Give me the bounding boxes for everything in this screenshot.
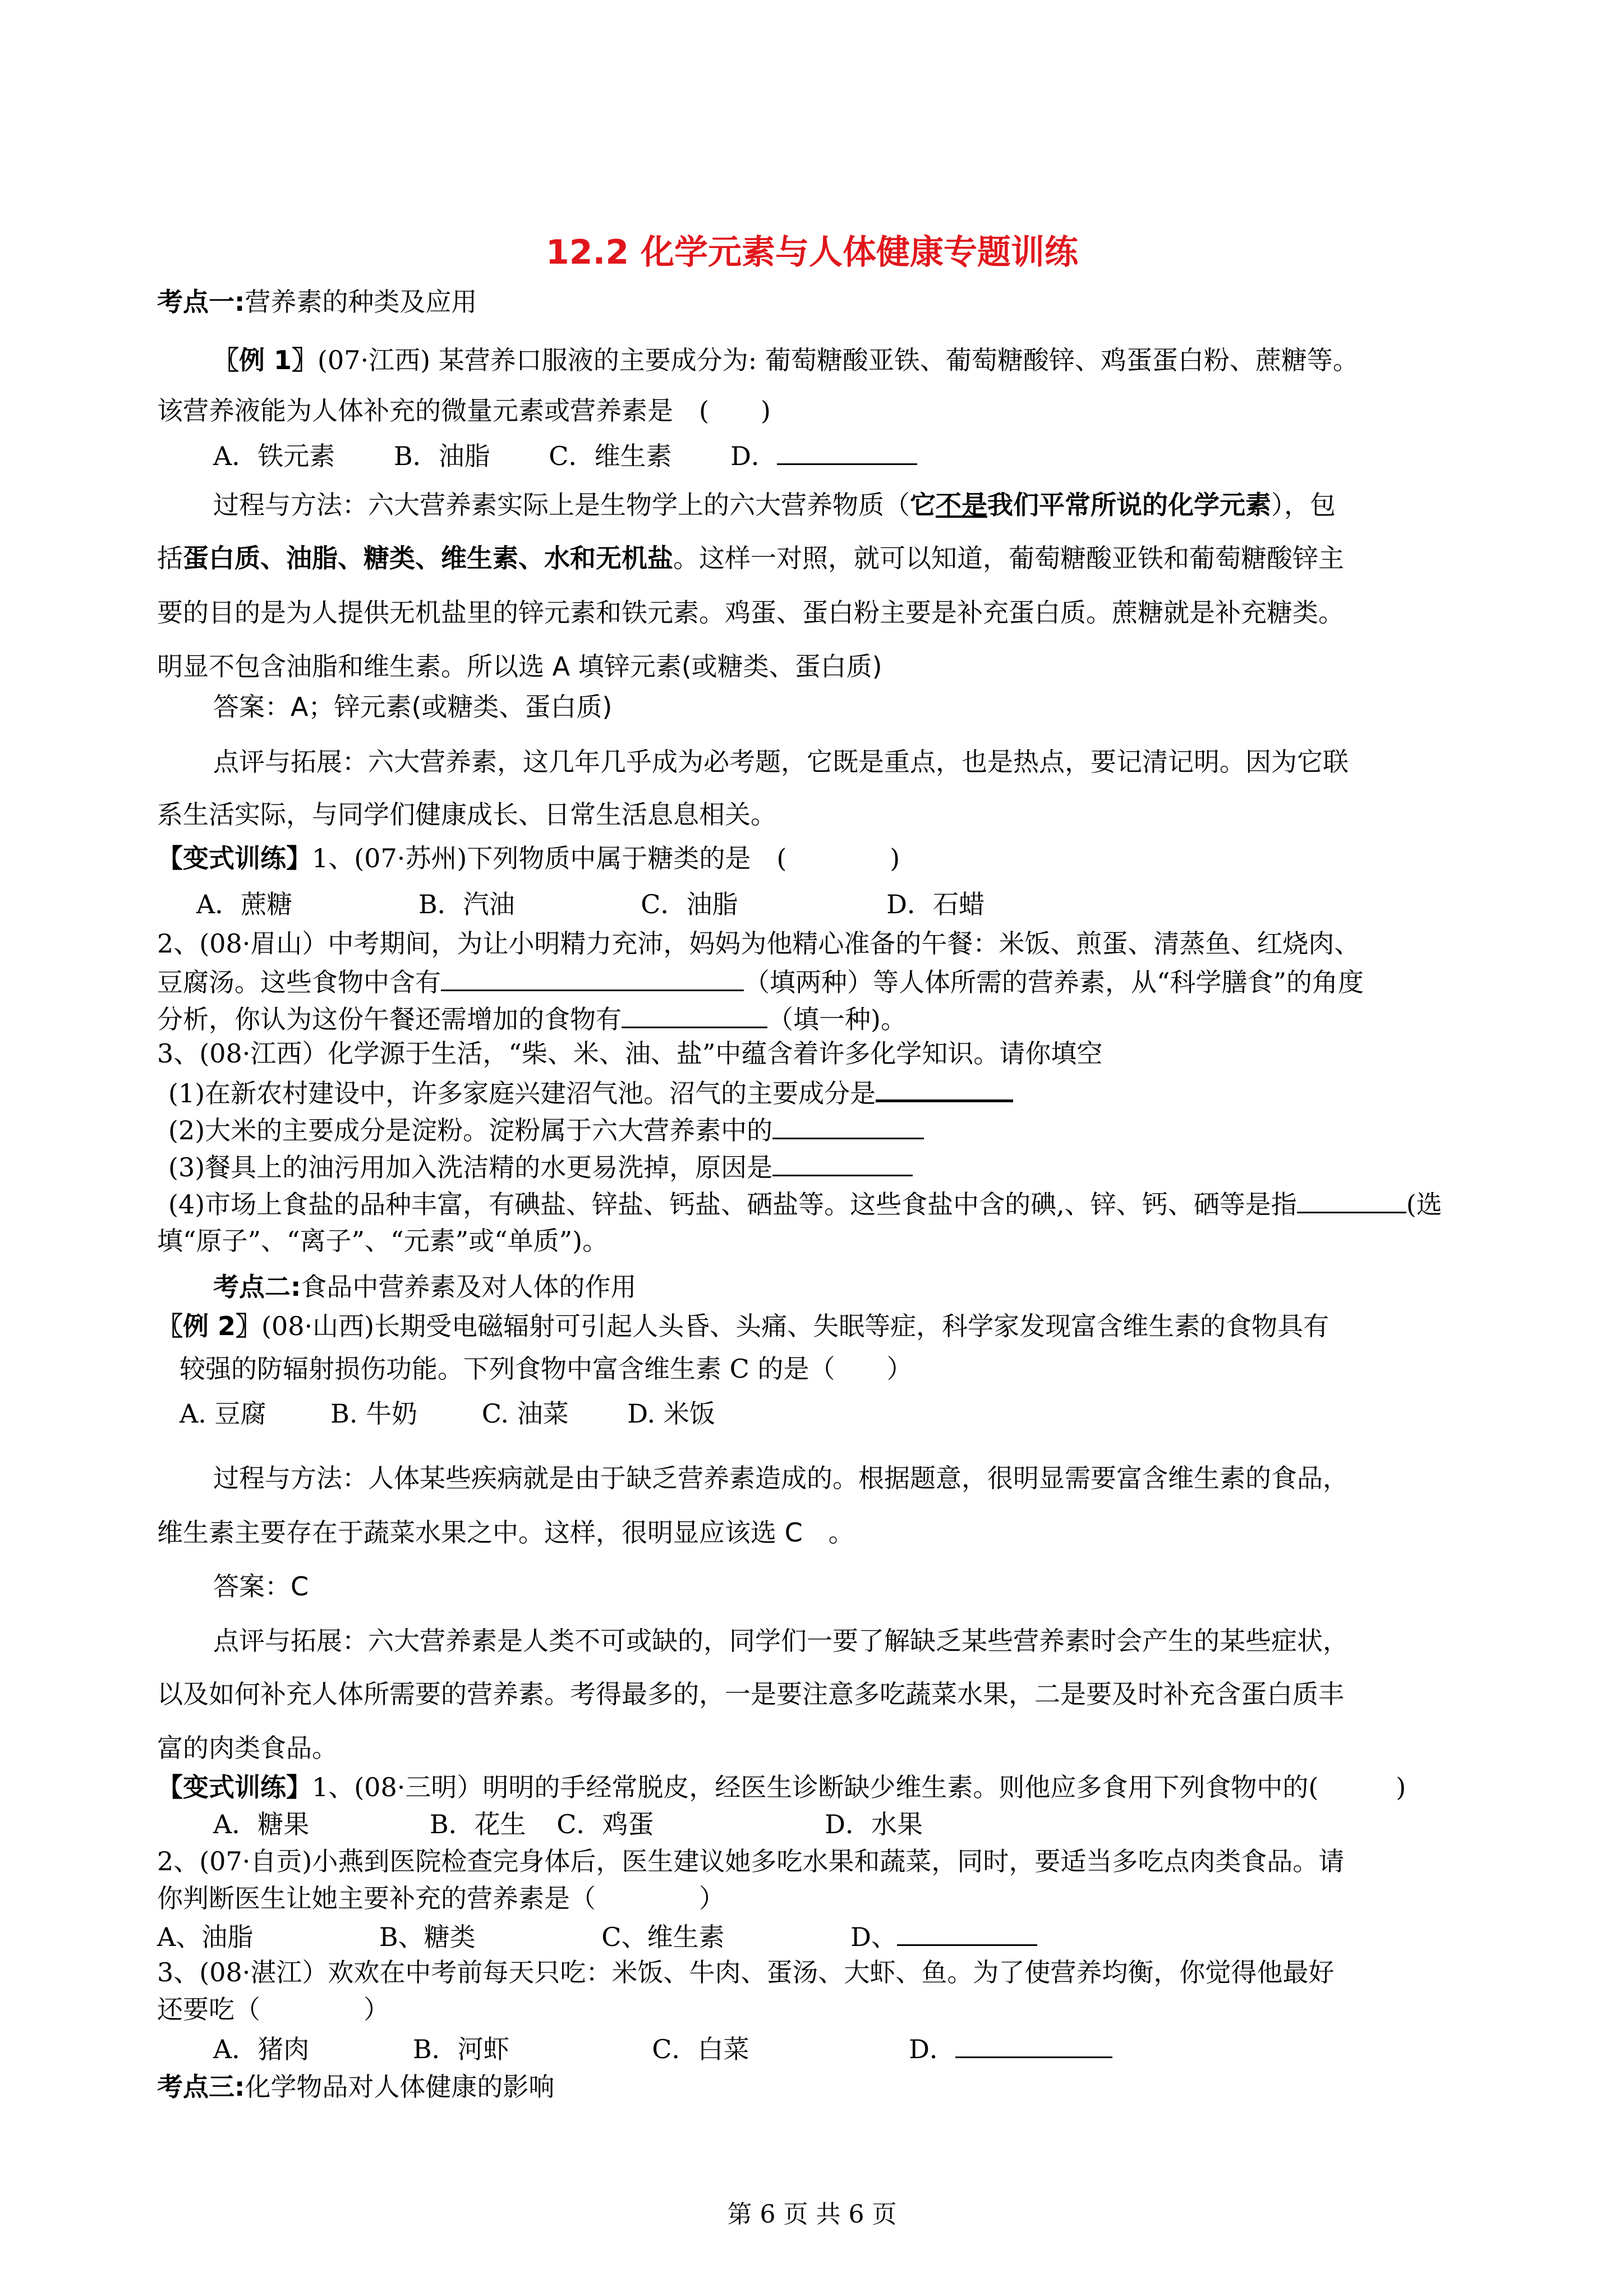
review2-line3: 富的肉类食品。 bbox=[157, 1733, 338, 1763]
practice2-tag: 【变式训练】 bbox=[157, 1772, 312, 1802]
method1-line2: 括蛋白质、油脂、糖类、维生素、水和无机盐。这样一对照，就可以知道，葡萄糖酸亚铁和葡萄糖酸锌主 bbox=[157, 543, 1344, 573]
option-d: D． bbox=[730, 441, 778, 471]
example2-tag: 〖例 2〗 bbox=[157, 1311, 262, 1341]
practice2-q3-line2: 还要吃（ ） bbox=[157, 1994, 389, 2024]
practice1-q3-s4: (4)市场上食盐的品种丰富，有碘盐、锌盐、钙盐、硒盐等。这些食盐中含的碘,、锌、钙、硒等是指 (选 bbox=[168, 1186, 1442, 1221]
practice1-q3-line1: 3、(08·江西）化学源于生活，“柴、米、油、盐”中蕴含着许多化学知识。请你填空 bbox=[157, 1038, 1103, 1069]
section2-heading bbox=[213, 1270, 636, 1304]
practice1-q1-options: A．蔗糖 B．汽油 C．油脂 D．石蜡 bbox=[196, 889, 985, 919]
practice2-q2-line2: 你判断医生让她主要补充的营养素是（ ） bbox=[157, 1883, 725, 1913]
method2-line2: 维生素主要存在于蔬菜水果之中。这样，很明显应该选 C 。 bbox=[157, 1517, 854, 1548]
review2-line2: 以及如何补充人体所需要的营养素。考得最多的，一是要注意多吃蔬菜水果，二是要及时补充含蛋白质丰 bbox=[157, 1679, 1344, 1709]
review1-line1: 点评与拓展：六大营养素，这几年几乎成为必考题，它既是重点，也是热点，要记清记明。因为它联 bbox=[213, 747, 1349, 777]
practice2-q2-options: A、油脂 B、糖类 C、维生素 D、 bbox=[157, 1918, 1037, 1954]
method1-line1: 过程与方法：六大营养素实际上是生物学上的六大营养物质（它不是我们平常所说的化学元素），包 bbox=[213, 490, 1336, 520]
section2-label: 考点二: bbox=[213, 1272, 301, 1302]
method2-line1: 过程与方法：人体某些疾病就是由于缺乏营养素造成的。根据题意，很明显需要富含维生素的食品， bbox=[213, 1463, 1349, 1493]
method1-line4: 明显不包含油脂和维生素。所以选 A 填锌元素(或糖类、蛋白质) bbox=[157, 651, 882, 682]
section1-label: 考点一: bbox=[157, 287, 245, 317]
page-footer: 第 6 页 共 6 页 bbox=[727, 2200, 897, 2229]
section1-text: 营养素的种类及应用 bbox=[245, 287, 477, 317]
practice2-q1: 【变式训练】1、(08·三明）明明的手经常脱皮，经医生诊断缺少维生素。则他应多食用下列食物中的( ) bbox=[157, 1772, 1406, 1802]
practice1-tag: 【变式训练】 bbox=[157, 843, 312, 873]
option-a: A．铁元素 bbox=[213, 441, 335, 471]
example1-line1: 〖例 1〗(07·江西) 某营养口服液的主要成分为: 葡萄糖酸亚铁、葡萄糖酸锌、鸡蛋蛋白粉、蔗糖等。 bbox=[213, 345, 1359, 375]
example1-tag: 〖例 1〗 bbox=[213, 345, 318, 375]
answer1: 答案：A；锌元素(或糖类、蛋白质) bbox=[213, 692, 613, 722]
practice2-q2-line1: 2、(07·自贡)小燕到医院检查完身体后，医生建议她多吃水果和蔬菜，同时，要适当多吃点肉类食品。请 bbox=[157, 1846, 1345, 1876]
practice1-q3-s1: (1)在新农村建设中，许多家庭兴建沼气池。沼气的主要成分是 bbox=[168, 1074, 1013, 1110]
example2-line1: 〖例 2〗(08·山西)长期受电磁辐射可引起人头昏、头痛、失眠等症，科学家发现富含维生素的食物具有 bbox=[157, 1311, 1329, 1341]
practice2-q1-options: A．糖果 B．花生 C．鸡蛋 D．水果 bbox=[213, 1809, 923, 1839]
practice2-q3-line1: 3、(08·湛江）欢欢在中考前每天只吃：米饭、牛肉、蛋汤、大虾、鱼。为了使营养均衡，你觉得他最好 bbox=[157, 1957, 1335, 1987]
practice1-q3-s3: (3)餐具上的油污用加入洗洁精的水更易洗掉，原因是 bbox=[168, 1149, 913, 1184]
review2-line1: 点评与拓展：六大营养素是人类不可或缺的，同学们一要了解缺乏某些营养素时会产生的某些症状， bbox=[213, 1626, 1349, 1656]
example1-line2: 该营养液能为人体补充的微量元素或营养素是 ( ) bbox=[157, 395, 771, 426]
option-c: C．维生素 bbox=[549, 441, 672, 471]
method1-line3: 要的目的是为人提供无机盐里的锌元素和铁元素。鸡蛋、蛋白粉主要是补充蛋白质。蔗糖就是补充糖类。 bbox=[157, 597, 1344, 628]
example1-options bbox=[213, 438, 917, 473]
practice1-q2-line3: 分析，你认为这份午餐还需增加的食物有 （填一种)。 bbox=[157, 1001, 907, 1036]
practice1-q1: 【变式训练】1、(07·苏州)下列物质中属于糖类的是 ( ) bbox=[157, 843, 900, 873]
practice1-q3-s2: (2)大米的主要成分是淀粉。淀粉属于六大营养素中的 bbox=[168, 1112, 924, 1147]
section3-heading bbox=[157, 2070, 554, 2104]
section3-label: 考点三: bbox=[157, 2072, 245, 2102]
section2-text: 食品中营养素及对人体的作用 bbox=[301, 1272, 637, 1302]
practice1-q2-line2: 豆腐汤。这些食物中含有 （填两种）等人体所需的营养素，从“科学膳食”的角度 bbox=[157, 964, 1364, 999]
section1-heading bbox=[157, 285, 477, 319]
answer2: 答案：C bbox=[213, 1571, 309, 1602]
practice2-q3-options: A．猪肉 B．河虾 C．白菜 D． bbox=[213, 2031, 1112, 2066]
example2-line2: 较强的防辐射损伤功能。下列食物中富含维生素 C 的是（ ） bbox=[180, 1354, 913, 1384]
page-title: 12.2 化学元素与人体健康专题训练 bbox=[546, 233, 1078, 272]
answer-blank bbox=[777, 438, 917, 465]
review1-line2: 系生活实际，与同学们健康成长、日常生活息息相关。 bbox=[157, 799, 776, 830]
practice1-q2-line1: 2、(08·眉山）中考期间，为让小明精力充沛，妈妈为他精心准备的午餐：米饭、煎蛋、清蒸鱼、红烧肉、 bbox=[157, 928, 1360, 959]
example2-options: A. 豆腐 B. 牛奶 C. 油菜 D. 米饭 bbox=[180, 1398, 715, 1429]
option-b: B．油脂 bbox=[393, 441, 490, 471]
section3-text: 化学物品对人体健康的影响 bbox=[245, 2072, 555, 2102]
practice1-q3-s4-line2: 填“原子”、“离子”、“元素”或“单质”)。 bbox=[157, 1226, 609, 1256]
